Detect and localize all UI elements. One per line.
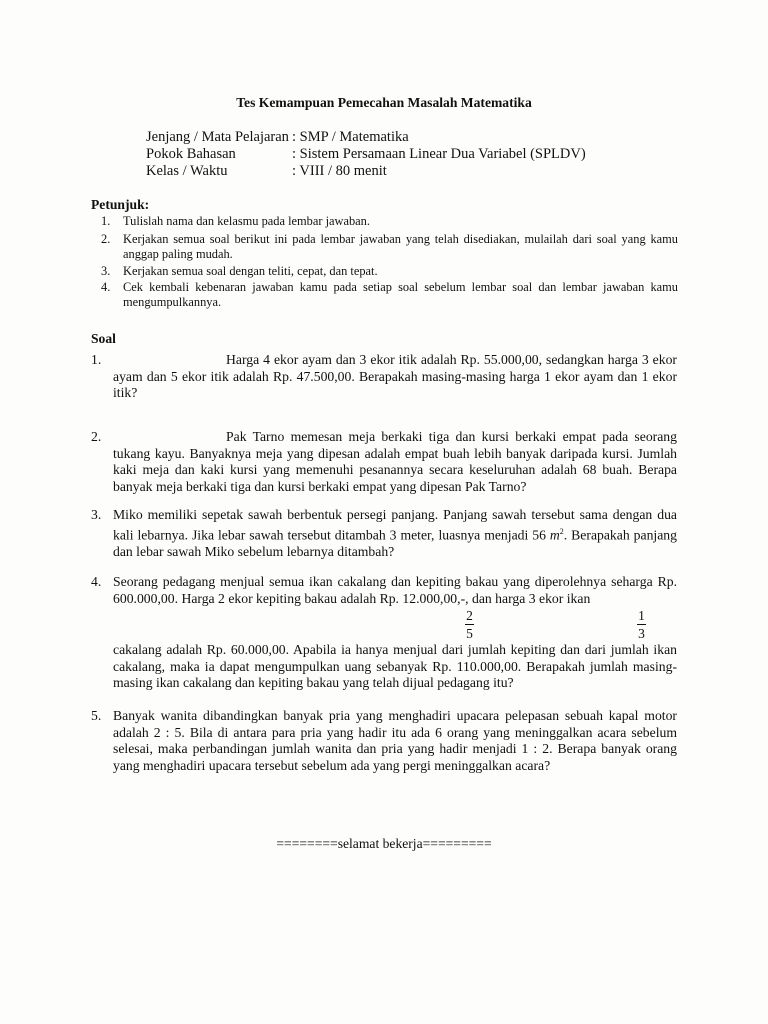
question-2 [91,429,677,495]
question-1 [91,352,677,402]
question-4 [91,574,677,607]
soal-heading: Soal [91,331,116,346]
question-text-part: Miko memiliki sepetak sawah berbentuk persegi panjang. Panjang sawah tersebut sama dengan dua kali lebarnya. Jika lebar sawah tersebut ditambah 3 meter, luasnya menjadi 56 [113,507,677,543]
question-text [113,507,677,560]
question-text: Pak Tarno memesan meja berkaki tiga dan kursi berkaki empat pada seorang tukang kayu. Banyaknya meja yang dipesan adalah empat buah lebih banyak daripada kursi. Jumlah kaki meja dan kaki kursi yang memenuhi pesanannya secara keseluruhan adalah 68 buah. Berapa banyak meja berkaki tiga dan kursi berkaki empat yang dipesan Pak Tarno? [113,429,677,494]
question-text-line1: Seorang pedagang menjual semua ikan cakalang dan kepiting bakau yang diperolehnya seharga Rp. 600.000,00. Harga 2 ekor kepiting bakau adalah Rp. 12.000,00,-, dan harga 3 ekor ikan [113,574,677,606]
unit-exponent: 2 [559,526,564,536]
instruction-number: 4. [101,280,111,294]
instruction-number: 1. [101,214,111,228]
fraction-bar [637,624,646,625]
meta-label: Kelas / Waktu [146,163,228,179]
question-number: 2. [91,429,102,444]
instruction-text: Tulislah nama dan kelasmu pada lembar jawaban. [123,214,370,228]
question-3 [91,507,677,560]
page-title: Tes Kemampuan Pemecahan Masalah Matematika [236,95,532,110]
meta-row-kelas-waktu [146,163,387,180]
question-number: 5. [91,708,102,723]
question-number: 4. [91,574,102,589]
meta-label: Pokok Bahasan [146,146,236,162]
question-text: Banyak wanita dibandingkan banyak pria yang menghadiri upacara pelepasan sebuah kapal motor adalah 2 : 5. Bila di antara para pria yang hadir itu ada 6 orang yang meninggalkan acara sebelum selesai, maka perbandingan jumlah wanita dan pria yang hadir menjadi 1 : 2. Berapa banyak orang yang menghadiri upacara tersebut sebelum ada yang pergi meninggalkan acara? [113,708,677,773]
fraction-bar [465,624,474,625]
instruction-item [101,264,678,279]
meta-value: : SMP / Matematika [292,129,409,145]
fraction-numerator: 2 [466,608,473,623]
meta-row-pokok-bahasan [146,146,586,163]
question-4-continuation [91,642,677,692]
fraction-one-third [637,608,646,641]
meta-label: Jenjang / Mata Pelajaran [146,129,289,145]
meta-value: : VIII / 80 menit [292,163,387,179]
closing-line: ========selamat bekerja========= [276,836,492,851]
instruction-text: Cek kembali kebenaran jawaban kamu pada setiap soal sebelum lembar soal dan lembar jawaban kamu mengumpulkannya. [123,280,678,309]
instruction-text: Kerjakan semua soal berikut ini pada lembar jawaban yang telah disediakan, mulailah dari soal yang kamu anggap paling mudah. [123,232,678,261]
question-number: 1. [91,352,102,367]
instruction-number: 3. [101,264,111,278]
instruction-item [101,280,678,310]
meta-row-jenjang [146,129,409,146]
instruction-number: 2. [101,232,111,246]
instruction-item [101,214,678,229]
question-text: Harga 4 ekor ayam dan 3 ekor itik adalah Rp. 55.000,00, sedangkan harga 3 ekor ayam dan 5 ekor itik adalah Rp. 47.500,00. Berapakah masing-masing harga 1 ekor ayam dan 1 ekor itik? [113,352,677,401]
fraction-denominator: 3 [638,626,645,641]
fraction-numerator: 1 [638,608,645,623]
fraction-two-fifths [465,608,474,641]
question-5 [91,708,677,774]
fraction-denominator: 5 [466,626,473,641]
petunjuk-heading: Petunjuk: [91,197,150,212]
meta-value: : Sistem Persamaan Linear Dua Variabel (SPLDV) [292,146,586,162]
instruction-item [101,232,678,262]
unit-symbol: m [549,527,560,543]
question-text-part: . Berapakah panjang dan lebar sawah Miko sebelum lebarnya ditambah? [113,527,677,559]
question-number: 3. [91,507,102,522]
instruction-text: Kerjakan semua soal dengan teliti, cepat, dan tepat. [123,264,378,278]
question-text-line2: cakalang adalah Rp. 60.000,00. Apabila ia hanya menjual dari jumlah kepiting dan dari jumlah ikan cakalang, maka ia dapat mengumpulkan uang sebanyak Rp. 110.000,00. Berapakah jumlah masing-masing ikan cakalang dan kepiting bakau yang telah dijual pedagang itu? [113,642,677,691]
